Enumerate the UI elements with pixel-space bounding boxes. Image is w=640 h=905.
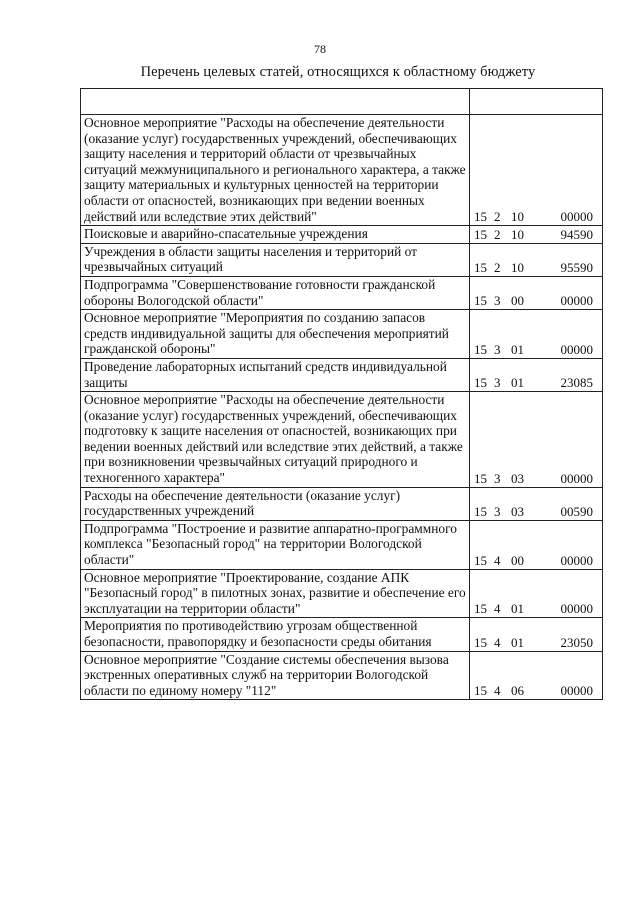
budget-items-table <box>80 88 603 700</box>
row-codes <box>470 310 603 359</box>
code-c3: 01 <box>511 375 524 391</box>
row-codes <box>470 358 603 391</box>
table-row <box>81 569 603 618</box>
code-c1: 15 <box>474 375 487 391</box>
row-codes <box>470 115 603 226</box>
row-codes <box>470 243 603 276</box>
code-c1: 15 <box>474 601 487 617</box>
row-codes <box>470 392 603 488</box>
page-number: 78 <box>314 42 326 56</box>
code-c2: 3 <box>494 503 501 519</box>
code-c1: 15 <box>474 634 487 650</box>
row-codes <box>470 618 603 651</box>
row-codes <box>470 226 603 244</box>
row-description: Основное мероприятие "Проектирование, создание АПК "Безопасный город" в пилотных зонах, развитие и обеспечение его эксплуатации на территории области" <box>81 569 470 618</box>
table-row <box>81 618 603 651</box>
code-c1: 15 <box>474 209 487 225</box>
row-description: Мероприятия по противодействию угрозам общественной безопасности, правопорядку и безопасности среды обитания <box>81 618 470 651</box>
code-c3: 10 <box>511 259 524 275</box>
table-row <box>81 310 603 359</box>
table-row <box>81 243 603 276</box>
code-c3: 06 <box>511 683 524 699</box>
code-c1: 15 <box>474 226 487 242</box>
code-c4: 00000 <box>560 601 593 617</box>
row-description: Подпрограмма "Совершенствование готовности гражданской обороны Вологодской области" <box>81 276 470 309</box>
code-c3: 10 <box>511 209 524 225</box>
row-description: Подпрограмма "Построение и развитие аппаратно-программного комплекса "Безопасный город" на территории Вологодской области" <box>81 520 470 569</box>
code-c4: 00000 <box>560 470 593 486</box>
code-c4: 94590 <box>560 226 593 242</box>
code-c2: 4 <box>494 634 501 650</box>
row-codes <box>470 487 603 520</box>
code-c2: 4 <box>494 552 501 568</box>
code-c2: 3 <box>494 470 501 486</box>
code-c4: 00000 <box>560 683 593 699</box>
row-codes <box>470 651 603 700</box>
code-c4: 00000 <box>560 209 593 225</box>
table-row <box>81 520 603 569</box>
code-c1: 15 <box>474 552 487 568</box>
code-c2: 3 <box>494 293 501 309</box>
code-c3: 00 <box>511 552 524 568</box>
code-c2: 4 <box>494 683 501 699</box>
code-c2: 2 <box>494 209 501 225</box>
table-row <box>81 651 603 700</box>
code-c3: 03 <box>511 503 524 519</box>
code-c2: 4 <box>494 601 501 617</box>
code-c4: 23085 <box>560 375 593 391</box>
code-c1: 15 <box>474 503 487 519</box>
code-c2: 3 <box>494 375 501 391</box>
row-description: Расходы на обеспечение деятельности (оказание услуг) государственных учреждений <box>81 487 470 520</box>
row-description: Основное мероприятие "Расходы на обеспечение деятельности (оказание услуг) государственных учреждений, обеспечивающих подготовку к защите населения от опасностей, возникающих при ведении военных действий или вследствие этих действий, а также при возникновении чрезвычайных ситуаций природного и техногенного характера" <box>81 392 470 488</box>
row-description: Поисковые и аварийно-спасательные учреждения <box>81 226 470 244</box>
row-description: Учреждения в области защиты населения и территорий от чрезвычайных ситуаций <box>81 243 470 276</box>
code-c3: 00 <box>511 293 524 309</box>
code-c2: 2 <box>494 259 501 275</box>
code-c4: 00000 <box>560 552 593 568</box>
code-c4: 00000 <box>560 293 593 309</box>
code-c4: 95590 <box>560 259 593 275</box>
header-cell-codes <box>470 89 603 115</box>
code-c1: 15 <box>474 341 487 357</box>
row-description: Проведение лабораторных испытаний средств индивидуальной защиты <box>81 358 470 391</box>
row-codes <box>470 276 603 309</box>
table-row <box>81 358 603 391</box>
code-c4: 00590 <box>560 503 593 519</box>
row-codes <box>470 569 603 618</box>
code-c3: 01 <box>511 601 524 617</box>
table-row <box>81 115 603 226</box>
code-c1: 15 <box>474 470 487 486</box>
code-c1: 15 <box>474 683 487 699</box>
code-c3: 01 <box>511 341 524 357</box>
table-row <box>81 487 603 520</box>
table-row <box>81 226 603 244</box>
code-c2: 3 <box>494 341 501 357</box>
code-c1: 15 <box>474 293 487 309</box>
row-description: Основное мероприятие "Создание системы обеспечения вызова экстренных оперативных служб на территории Вологодской области по единому номеру "112" <box>81 651 470 700</box>
row-description: Основное мероприятие "Расходы на обеспечение деятельности (оказание услуг) государственных учреждений, обеспечивающих защиту населения и территорий области от чрезвычайных ситуаций межмуниципального и регионального характера, а также защиту материальных и культурных ценностей на территории области от опасностей, возникающих при ведении военных действий или вследствие этих действий" <box>81 115 470 226</box>
table-header-row <box>81 89 603 115</box>
code-c4: 00000 <box>560 341 593 357</box>
row-codes <box>470 520 603 569</box>
table-row <box>81 392 603 488</box>
code-c3: 10 <box>511 226 524 242</box>
document-title: Перечень целевых статей, относящихся к областному бюджету <box>140 64 536 80</box>
table-row <box>81 276 603 309</box>
code-c2: 2 <box>494 226 501 242</box>
code-c3: 01 <box>511 634 524 650</box>
code-c1: 15 <box>474 259 487 275</box>
row-description: Основное мероприятие "Мероприятия по созданию запасов средств индивидуальной защиты для обеспечения мероприятий гражданской обороны" <box>81 310 470 359</box>
code-c3: 03 <box>511 470 524 486</box>
header-cell-description <box>81 89 470 115</box>
code-c4: 23050 <box>560 634 593 650</box>
